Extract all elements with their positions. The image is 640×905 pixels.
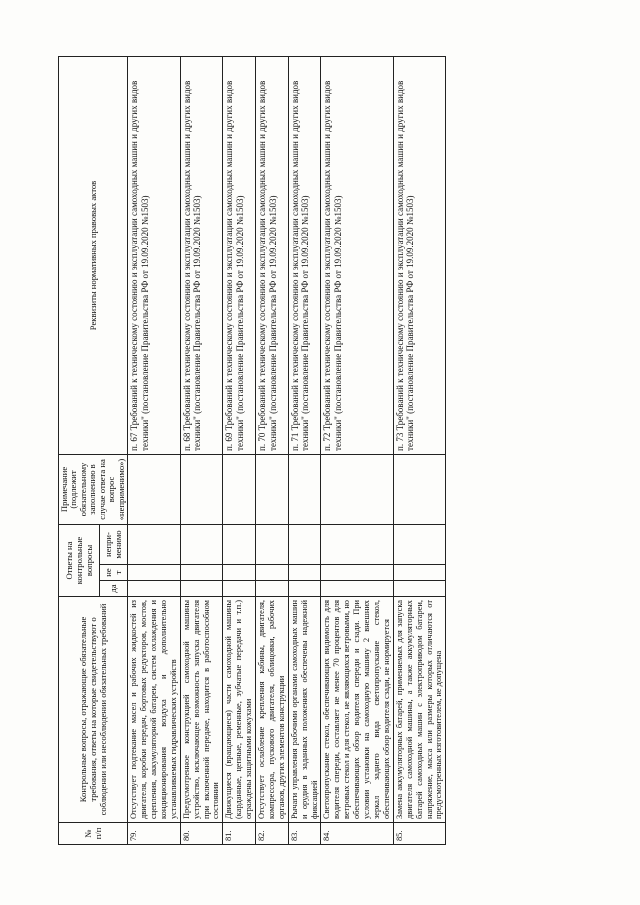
answer-no-cell[interactable] [180,565,223,581]
header-num: № п/п [59,823,128,845]
answer-yes-cell[interactable] [288,581,321,597]
row-number: 84. [321,823,393,845]
row-requisites: п. 67 Требований к техническому состоянию и эксплуатации самоходных машин и других видов техники" (постановление Правительства РФ от 19.09.2020 №1503) [128,56,181,454]
row-question: Рычаги управления рабочими органами самоходных машин и орудия в заданных положениях обеспечены надежной фиксацией [288,597,321,823]
header-note: Примечание (подлежит обязательному заполнению в случае ответа на вопрос «неприменимо») [59,454,128,524]
answer-no-cell[interactable] [288,565,321,581]
row-number: 82. [256,823,289,845]
note-cell[interactable] [180,454,223,524]
answer-na-cell[interactable] [393,524,446,564]
answer-na-cell[interactable] [288,524,321,564]
table-row [321,56,393,844]
table-row [393,56,446,844]
row-requisites: п. 69 Требований к техническому состоянию и эксплуатации самоходных машин и других видов техники" (постановление Правительства РФ от 19.09.2020 №1503) [223,56,256,454]
header-yes: да [99,581,127,597]
answer-na-cell[interactable] [128,524,181,564]
table-row [288,56,321,844]
row-number: 80. [180,823,223,845]
row-question: Предусмотренное конструкцией самоходной машины устройство, исключающее возможность запуска двигателя при включенной передаче, находится в работоспособном состоянии [180,597,223,823]
answer-na-cell[interactable] [256,524,289,564]
row-requisites: п. 71 Требований к техническому состоянию и эксплуатации самоходных машин и других видов техники" (постановление Правительства РФ от 19.09.2020 №1503) [288,56,321,454]
row-requisites: п. 73 Требований к техническому состоянию и эксплуатации самоходных машин и других видов техники" (постановление Правительства РФ от 19.09.2020 №1503) [393,56,446,454]
answer-yes-cell[interactable] [256,581,289,597]
header-no: нет [99,565,127,581]
row-question: Замена аккумуляторных батарей, применяемых для запуска двигателя самоходной машины, а также аккумуляторных батарей самоходных машин с электроприводом батареи, напряжение, масса или размеры которых отличаются от предусмотренных изготовителем, не допущена [393,597,446,823]
note-cell[interactable] [128,454,181,524]
answer-no-cell[interactable] [321,565,393,581]
checklist-table [58,56,446,845]
table-row [128,56,181,844]
note-cell[interactable] [288,454,321,524]
answer-na-cell[interactable] [223,524,256,564]
header-answers: Ответы на контрольные вопросы [59,524,100,596]
answer-no-cell[interactable] [256,565,289,581]
answer-na-cell[interactable] [321,524,393,564]
row-question: Светопропускание стекол, обеспечивающих видимость для водителя спереди, составляет не менее 70 процентов для ветровых стекол и для стекол, не являющихся ветровыми, но обеспечивающих обзор водителя спереди и сзади. При условии установки на самоходную машину 2 внешних зеркал заднего вида светопропускание стекол, обеспечивающих обзор водителя сзади, не нормируется [321,597,393,823]
row-number: 81. [223,823,256,845]
row-question: Отсутствует подтекание масел и рабочих жидкостей из двигателя, коробки передач, бортовых редукторов, мостов, сцепления, аккумуляторной батареи, систем охлаждения и кондиционирования воздуха и дополнительно устанавливаемых гидравлических устройств [128,597,181,823]
note-cell[interactable] [256,454,289,524]
answer-yes-cell[interactable] [393,581,446,597]
row-question: Отсутствует ослабление крепления кабины, двигателя, компрессора, пускового двигателя, облицовки, рабочих органов, других элементов конструкции [256,597,289,823]
header-question: Контрольные вопросы, отражающие обязательные требования, ответы на которые свидетельствуют о соблюдении или несоблюдении обязательных требований [59,597,128,823]
row-question: Движущиеся (вращающиеся) части самоходной машины (карданные, цепные, ременные, зубчатые передачи и т.п.) ограждены защитными кожухами [223,597,256,823]
note-cell[interactable] [393,454,446,524]
answer-no-cell[interactable] [128,565,181,581]
answer-yes-cell[interactable] [128,581,181,597]
note-cell[interactable] [321,454,393,524]
row-number: 85. [393,823,446,845]
table-row [180,56,223,844]
table-row [223,56,256,844]
answer-no-cell[interactable] [393,565,446,581]
table-header [59,56,128,844]
row-requisites: п. 70 Требований к техническому состоянию и эксплуатации самоходных машин и других видов техники" (постановление Правительства РФ от 19.09.2020 №1503) [256,56,289,454]
row-number: 79. [128,823,181,845]
answer-yes-cell[interactable] [223,581,256,597]
row-number: 83. [288,823,321,845]
answer-yes-cell[interactable] [180,581,223,597]
answer-no-cell[interactable] [223,565,256,581]
header-requisites: Реквизиты нормативных правовых актов [59,56,128,454]
row-requisites: п. 68 Требований к техническому состоянию и эксплуатации самоходных машин и других видов техники" (постановление Правительства РФ от 19.09.2020 №1503) [180,56,223,454]
note-cell[interactable] [223,454,256,524]
table-row [256,56,289,844]
answer-yes-cell[interactable] [321,581,393,597]
header-na: непри-менимо [99,524,127,564]
row-requisites: п. 72 Требований к техническому состоянию и эксплуатации самоходных машин и других видов техники" (постановление Правительства РФ от 19.09.2020 №1503) [321,56,393,454]
answer-na-cell[interactable] [180,524,223,564]
